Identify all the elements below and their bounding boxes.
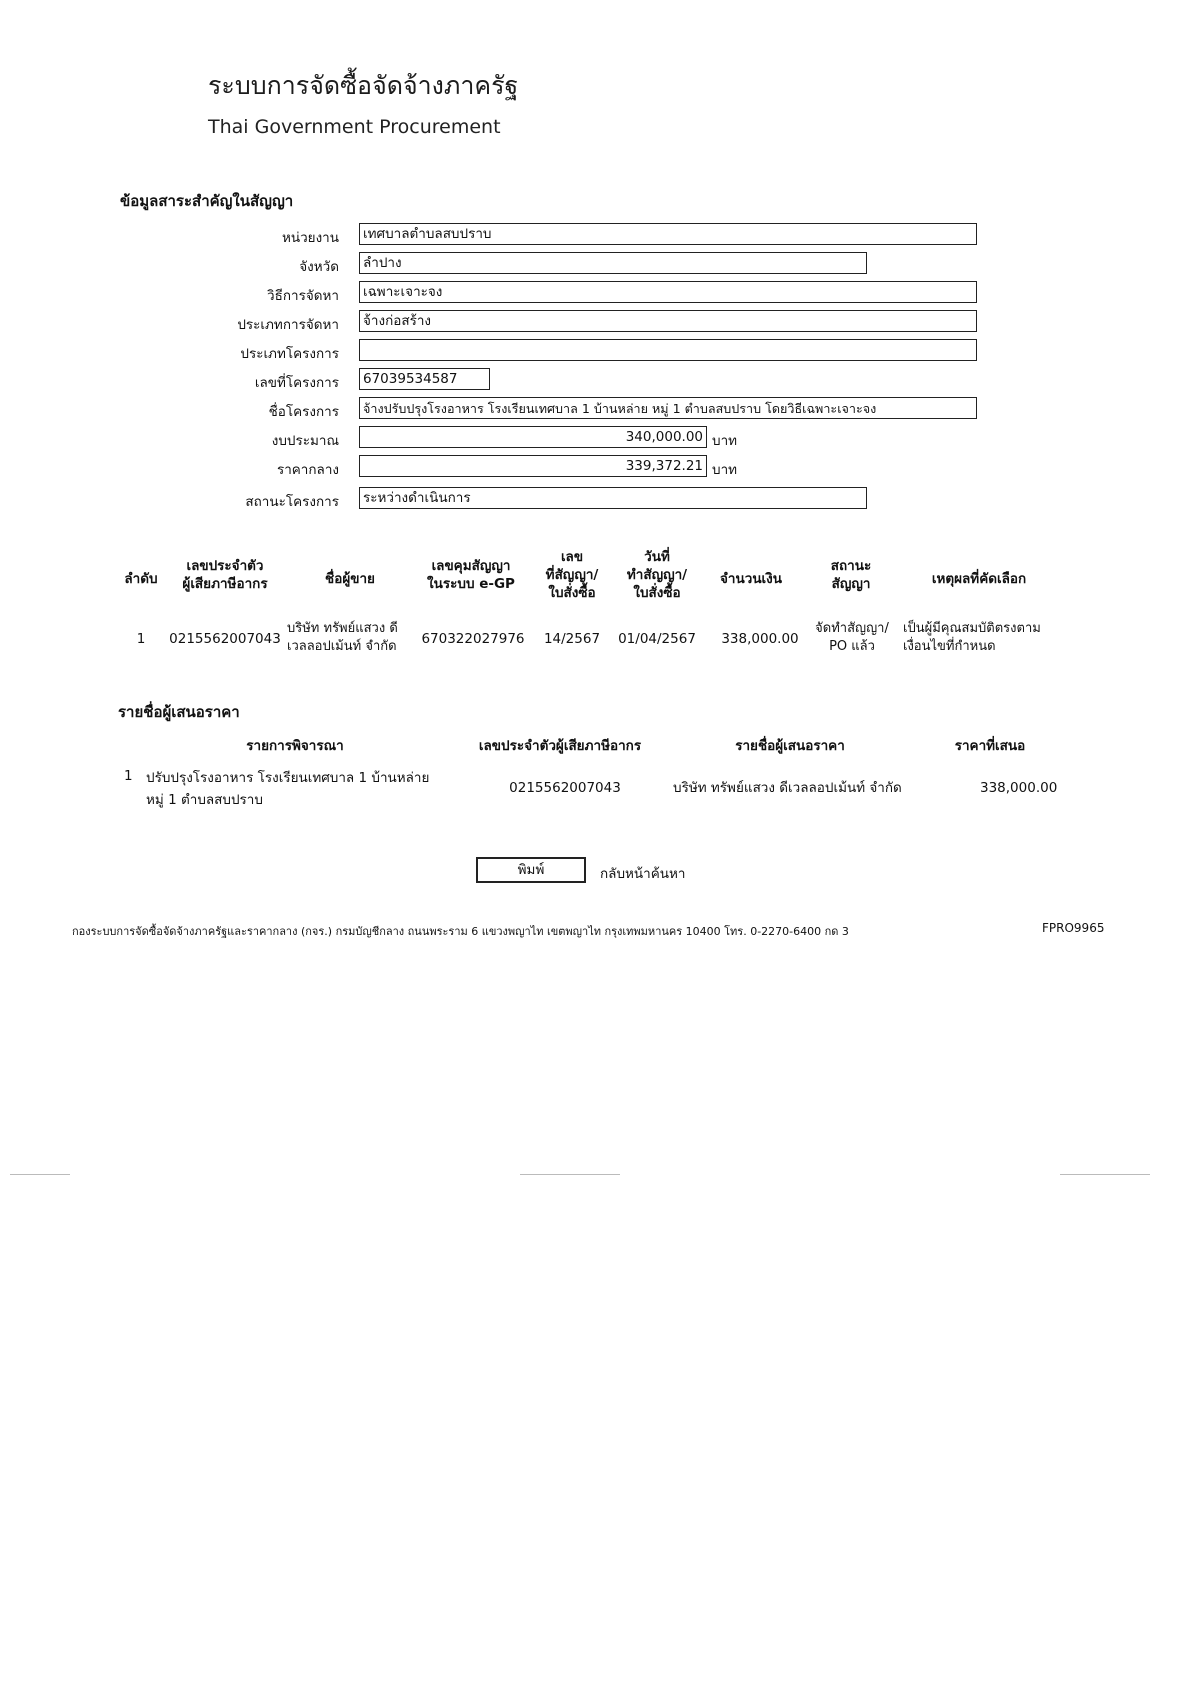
status-field: ระหว่างดำเนินการ [359, 487, 867, 509]
status-label: สถานะโครงการ [245, 494, 339, 510]
project-name-field: จ้างปรับปรุงโรงอาหาร โรงเรียนเทศบาล 1 บ้านหล่าย หมู่ 1 ตำบลสบปราบ โดยวิธีเฉพาะเจาะจง [359, 397, 977, 419]
agency-field: เทศบาลตำบลสบปราบ [359, 223, 977, 245]
procurement-type-label: ประเภทการจัดหา [237, 317, 339, 333]
project-no-label: เลขที่โครงการ [254, 375, 339, 391]
budget-field: 340,000.00 [359, 426, 707, 448]
contract-status: จัดทำสัญญา/ PO แล้ว [815, 621, 889, 654]
contract-reason: เป็นผู้มีคุณสมบัติตรงตาม เงื่อนไขที่กำหนด [903, 621, 1041, 654]
bidder-item: ปรับปรุงโรงอาหาร โรงเรียนเทศบาล 1 บ้านหล่าย หมู่ 1 ตำบลสบปราบ [146, 770, 430, 808]
col-reason-header: เหตุผลที่คัดเลือก [931, 571, 1027, 587]
col-contract-date-header: วันที่ ทำสัญญา/ ใบสั่งซื้อ [626, 549, 688, 601]
contract-vendor: บริษัท ทรัพย์แสวง ดี เวลลอปเม้นท์ จำกัด [287, 621, 398, 654]
scan-artifact-line [10, 1174, 70, 1175]
contract-seq: 1 [136, 631, 146, 647]
province-field: ลำปาง [359, 252, 867, 274]
contract-control-no: 670322027976 [421, 631, 525, 647]
project-name-label: ชื่อโครงการ [268, 404, 339, 420]
budget-unit: บาท [712, 433, 738, 449]
footer-address: กองระบบการจัดซื้อจัดจ้างภาครัฐและราคากลาง (กจร.) กรมบัญชีกลาง ถนนพระราม 6 แขวงพญาไท เขตพญาไท กรุงเทพมหานคร 10400 โทร. 0-2270-6400 กด 3 [72, 925, 849, 938]
contract-no: 14/2567 [543, 631, 601, 647]
contract-amount: 338,000.00 [721, 631, 799, 647]
budget-label: งบประมาณ [271, 433, 339, 449]
site-title-english: Thai Government Procurement [208, 116, 501, 138]
scan-artifact-line [520, 1174, 620, 1175]
site-title-thai: ระบบการจัดซื้อจัดจ้างภาครัฐ [208, 71, 519, 100]
summary-heading: ข้อมูลสาระสำคัญในสัญญา [120, 192, 294, 210]
col-control-header: เลขคุมสัญญา ในระบบ e-GP [427, 558, 515, 592]
province-label: จังหวัด [299, 259, 339, 275]
bidder-item-header: รายการพิจารณา [246, 738, 344, 754]
col-status-header: สถานะ สัญญา [830, 558, 872, 592]
project-no-field: 67039534587 [359, 368, 490, 390]
col-taxid-header: เลขประจำตัว ผู้เสียภาษีอากร [182, 558, 268, 592]
page-code: FPRO9965 [1042, 921, 1105, 935]
bidder-name: บริษัท ทรัพย์แสวง ดีเวลลอปเม้นท์ จำกัด [673, 780, 902, 796]
col-amount-header: จำนวนเงิน [720, 571, 782, 587]
bidder-price: 338,000.00 [980, 780, 1058, 796]
back-to-search-link[interactable]: กลับหน้าค้นหา [600, 866, 686, 882]
median-price-field: 339,372.21 [359, 455, 707, 477]
method-label: วิธีการจัดหา [267, 288, 339, 304]
method-field: เฉพาะเจาะจง [359, 281, 977, 303]
bidder-name-header: รายชื่อผู้เสนอราคา [735, 738, 845, 754]
agency-label: หน่วยงาน [281, 230, 339, 246]
median-price-label: ราคากลาง [276, 462, 339, 478]
bidders-heading: รายชื่อผู้เสนอราคา [118, 703, 240, 721]
bidder-price-header: ราคาที่เสนอ [954, 738, 1026, 754]
col-vendor-header: ชื่อผู้ขาย [325, 571, 375, 587]
contract-taxid: 0215562007043 [169, 631, 281, 647]
bidder-taxid: 0215562007043 [509, 780, 621, 796]
col-seq-header: ลำดับ [124, 571, 158, 587]
contract-date: 01/04/2567 [618, 631, 696, 647]
scan-artifact-line [1060, 1174, 1150, 1175]
project-type-field [359, 339, 977, 361]
project-type-label: ประเภทโครงการ [240, 346, 339, 362]
median-price-unit: บาท [712, 462, 738, 478]
bidder-seq: 1 [124, 768, 133, 784]
procurement-type-field: จ้างก่อสร้าง [359, 310, 977, 332]
print-button[interactable]: พิมพ์ [476, 857, 586, 883]
col-contract-no-header: เลข ที่สัญญา/ ใบสั่งซื้อ [545, 549, 599, 601]
bidder-taxid-header: เลขประจำตัวผู้เสียภาษีอากร [478, 738, 642, 754]
